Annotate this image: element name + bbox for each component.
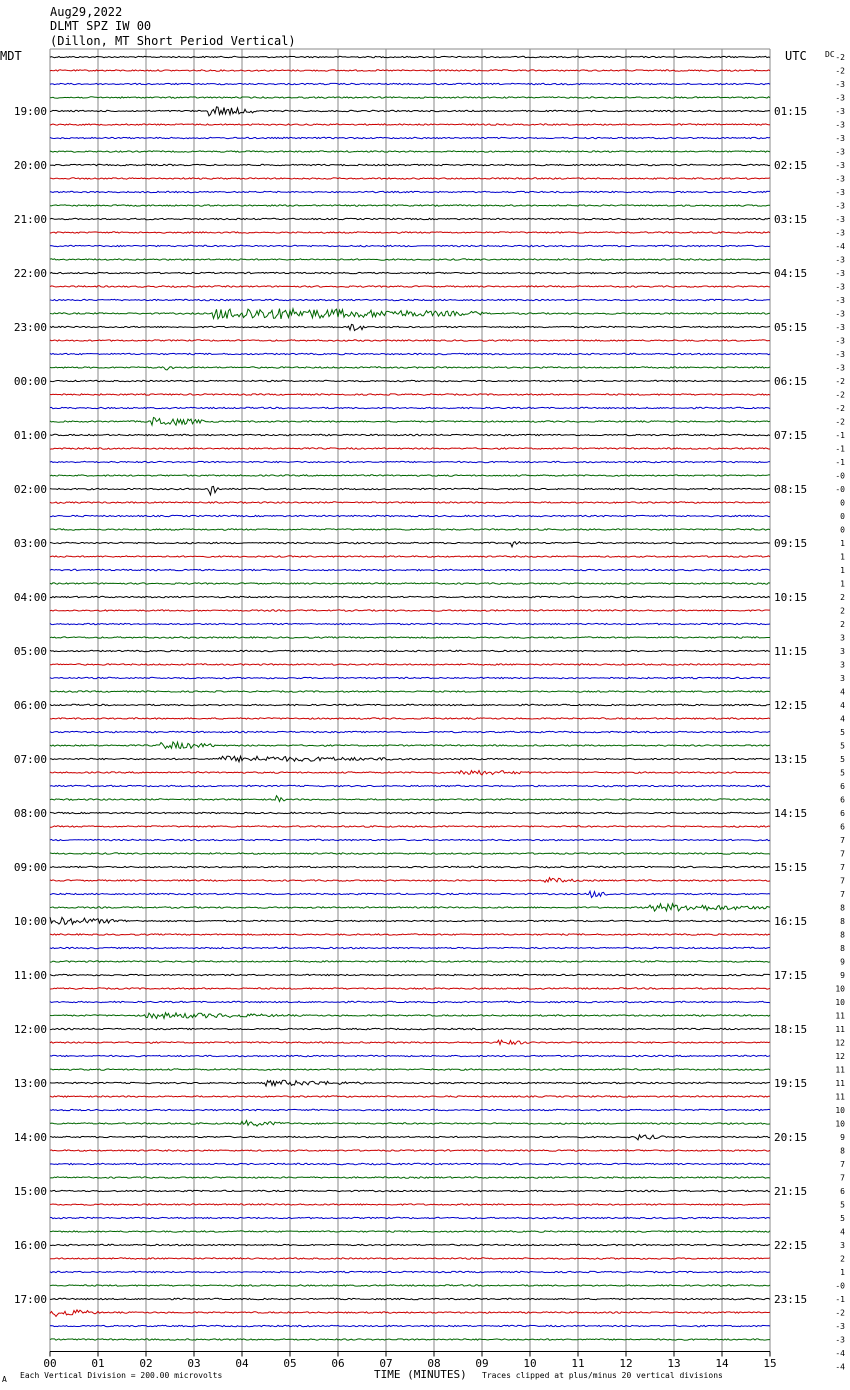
dc-offset-label: 11 <box>835 1092 845 1102</box>
trace-line <box>50 1177 770 1178</box>
dc-offset-label: -2 <box>835 390 845 400</box>
trace-line <box>50 205 770 206</box>
dc-offset-label: -0 <box>835 485 845 494</box>
trace-line <box>50 502 770 503</box>
x-tick-label: 05 <box>283 1357 297 1370</box>
dc-offset-label: 10 <box>835 998 845 1007</box>
trace-line <box>50 731 770 732</box>
dc-offset-label: -4 <box>835 242 845 251</box>
dc-offset-label: -3 <box>835 1322 845 1331</box>
trace-line <box>50 461 770 462</box>
trace-line <box>50 796 770 802</box>
trace-line <box>50 961 770 962</box>
dc-offset-label: 6 <box>840 809 845 818</box>
right-hour-label: 11:15 <box>774 645 808 658</box>
dc-offset-label: 4 <box>840 1227 845 1237</box>
dc-offset-label: -3 <box>835 107 845 116</box>
dc-offset-label: 1 <box>840 552 845 562</box>
dc-offset-label: 9 <box>840 1133 845 1142</box>
right-hour-label: 01:15 <box>774 105 808 118</box>
right-hour-label: 21:15 <box>774 1185 808 1198</box>
dc-offset-label: 1 <box>840 1268 845 1277</box>
trace-line <box>50 191 770 192</box>
dc-offset-label: 4 <box>840 687 845 697</box>
right-hour-label: 05:15 <box>774 321 808 334</box>
trace-line <box>50 596 770 597</box>
right-timezone-label: UTC <box>785 49 807 63</box>
x-tick-label: 03 <box>187 1357 201 1370</box>
dc-offset-label: 5 <box>840 1200 845 1210</box>
left-hour-label: 02:00 <box>13 483 47 496</box>
dc-offset-label: 7 <box>840 876 845 886</box>
left-hour-label: 17:00 <box>13 1293 47 1306</box>
dc-offset-label: 3 <box>840 660 845 670</box>
dc-offset-label: -0 <box>835 1281 845 1291</box>
dc-offset-label: 9 <box>840 957 845 967</box>
right-hour-label: 07:15 <box>774 429 808 442</box>
trace-line <box>50 556 770 557</box>
trace-line <box>50 542 770 547</box>
dc-offset-label: 10 <box>835 1106 845 1115</box>
right-hour-label: 19:15 <box>774 1077 808 1090</box>
trace-line <box>50 756 770 762</box>
right-hour-label: 14:15 <box>774 807 808 820</box>
trace-line <box>50 124 770 125</box>
dc-offset-label: 3 <box>840 647 845 656</box>
dc-offset-label: 5 <box>840 1214 845 1223</box>
dc-offset-label: 5 <box>840 768 845 778</box>
trace-line <box>50 1244 770 1245</box>
dc-offset-label: 1 <box>840 566 845 575</box>
vertical-division-note: Each Vertical Division = 200.00 microvolts <box>20 1371 223 1380</box>
trace-line <box>50 718 770 719</box>
dc-offset-label: 11 <box>835 1011 845 1021</box>
trace-line <box>50 340 770 341</box>
dc-offset-label: -1 <box>835 431 845 440</box>
right-hour-label: 15:15 <box>774 861 808 874</box>
trace-line <box>50 83 770 84</box>
dc-offset-label: 8 <box>840 903 845 913</box>
dc-offset-label: -2 <box>835 66 845 76</box>
trace-line <box>50 1069 770 1070</box>
left-hour-label: 06:00 <box>13 699 47 712</box>
trace-line <box>50 245 770 246</box>
trace-line <box>50 742 770 749</box>
right-hour-label: 04:15 <box>774 267 808 280</box>
trace-line <box>50 1204 770 1205</box>
corner-mark: A <box>2 1375 7 1384</box>
dc-offset-label: -3 <box>835 188 845 197</box>
trace-line <box>50 853 770 854</box>
dc-offset-label: -1 <box>835 444 845 454</box>
dc-offset-label: 7 <box>840 1160 845 1169</box>
dc-offset-label: 3 <box>840 633 845 643</box>
trace-line <box>50 380 770 381</box>
date-label: Aug29,2022 <box>50 5 123 19</box>
trace-line <box>50 704 770 705</box>
trace-line <box>50 1135 770 1140</box>
dc-offset-label: -4 <box>835 1362 845 1372</box>
trace-line <box>50 56 770 57</box>
dc-offset-label: 11 <box>835 1079 845 1088</box>
trace-line <box>50 1310 770 1317</box>
x-tick-label: 06 <box>331 1357 345 1370</box>
dc-offset-label: 6 <box>840 782 845 791</box>
dc-offset-label: -1 <box>835 1295 845 1304</box>
left-hour-label: 21:00 <box>13 213 47 226</box>
trace-line <box>50 178 770 179</box>
left-hour-label: 19:00 <box>13 105 47 118</box>
trace-line <box>50 691 770 692</box>
right-hour-label: 16:15 <box>774 915 808 928</box>
dc-offset-label: -3 <box>835 296 845 305</box>
dc-offset-label: 8 <box>840 944 845 953</box>
trace-line <box>50 826 770 827</box>
dc-offset-label: 7 <box>840 890 845 899</box>
trace-line <box>50 785 770 786</box>
dc-offset-label: 4 <box>840 701 845 710</box>
dc-offset-label: 5 <box>840 741 845 751</box>
dc-offset-label: 8 <box>840 1146 845 1156</box>
dc-offset-label: 1 <box>840 539 845 548</box>
dc-offset-label: 5 <box>840 728 845 737</box>
trace-line <box>50 107 770 116</box>
right-hour-label: 23:15 <box>774 1293 808 1306</box>
left-timezone-label: MDT <box>0 49 22 63</box>
dc-offset-label: -3 <box>835 215 845 224</box>
left-hour-label: 03:00 <box>13 537 47 550</box>
x-tick-label: 15 <box>763 1357 777 1370</box>
dc-offset-label: 8 <box>840 917 845 926</box>
left-hour-label: 09:00 <box>13 861 47 874</box>
dc-offset-label: -3 <box>835 80 845 89</box>
trace-line <box>50 286 770 287</box>
trace-line <box>50 1258 770 1259</box>
dc-offset-label: 9 <box>840 971 845 980</box>
dc-offset-label: 5 <box>840 755 845 764</box>
left-hour-label: 12:00 <box>13 1023 47 1036</box>
x-tick-label: 10 <box>523 1357 537 1370</box>
dc-offset-label: -2 <box>835 53 845 62</box>
trace-line <box>50 1109 770 1110</box>
trace-line <box>50 418 770 426</box>
right-hour-label: 06:15 <box>774 375 808 388</box>
right-hour-label: 09:15 <box>774 537 808 550</box>
dc-offset-label: 12 <box>835 1052 845 1061</box>
dc-offset-label: 7 <box>840 1173 845 1183</box>
right-hour-label: 10:15 <box>774 591 808 604</box>
x-tick-label: 13 <box>667 1357 681 1370</box>
dc-offset-label: -3 <box>835 201 845 211</box>
x-axis-title: TIME (MINUTES) <box>374 1368 467 1381</box>
left-hour-label: 16:00 <box>13 1239 47 1252</box>
trace-line <box>50 934 770 935</box>
trace-line <box>50 529 770 530</box>
dc-offset-label: -2 <box>835 1308 845 1318</box>
trace-line <box>50 812 770 813</box>
trace-line <box>50 434 770 435</box>
trace-line <box>50 448 770 449</box>
dc-offset-label: -3 <box>835 93 845 103</box>
trace-line <box>50 1080 770 1086</box>
left-hour-label: 08:00 <box>13 807 47 820</box>
left-hour-label: 00:00 <box>13 375 47 388</box>
x-tick-label: 07 <box>379 1357 393 1370</box>
dc-offset-label: -3 <box>835 161 845 170</box>
dc-offset-label: -3 <box>835 228 845 238</box>
dc-offset-label: 2 <box>840 593 845 602</box>
dc-offset-label: -3 <box>835 363 845 373</box>
right-hour-label: 22:15 <box>774 1239 808 1252</box>
trace-line <box>50 515 770 516</box>
trace-line <box>50 1150 770 1151</box>
trace-line <box>50 70 770 71</box>
dc-offset-label: -2 <box>835 417 845 427</box>
trace-line <box>50 232 770 233</box>
x-tick-label: 09 <box>475 1357 489 1370</box>
dc-offset-label: -3 <box>835 1335 845 1345</box>
trace-line <box>50 866 770 867</box>
dc-offset-label: 6 <box>840 822 845 832</box>
dc-offset-label: 2 <box>840 606 845 616</box>
trace-line <box>50 97 770 98</box>
trace-line <box>50 988 770 989</box>
dc-offset-label: -3 <box>835 350 845 359</box>
dc-offset-label: 0 <box>840 498 845 508</box>
left-hour-label: 13:00 <box>13 1077 47 1090</box>
trace-line <box>50 259 770 260</box>
dc-offset-label: 11 <box>835 1065 845 1075</box>
trace-line <box>50 218 770 219</box>
left-hour-label: 15:00 <box>13 1185 47 1198</box>
trace-line <box>50 1163 770 1164</box>
x-tick-label: 12 <box>619 1357 633 1370</box>
trace-line <box>50 1121 770 1127</box>
trace-line <box>50 164 770 165</box>
trace-line <box>50 1190 770 1191</box>
dc-offset-label: 2 <box>840 620 845 629</box>
trace-line <box>50 309 770 319</box>
dc-offset-label: 7 <box>840 849 845 859</box>
trace-line <box>50 947 770 948</box>
dc-offset-label: 7 <box>840 836 845 845</box>
trace-line <box>50 1013 770 1019</box>
trace-line <box>50 1028 770 1029</box>
trace-line <box>50 1325 770 1326</box>
trace-line <box>50 1298 770 1299</box>
trace-line <box>50 394 770 395</box>
left-hour-label: 10:00 <box>13 915 47 928</box>
right-hour-label: 02:15 <box>774 159 808 172</box>
dc-offset-label: -2 <box>835 377 845 386</box>
trace-line <box>50 917 770 924</box>
dc-offset-label: -3 <box>835 174 845 184</box>
x-tick-label: 08 <box>427 1357 441 1370</box>
dc-offset-label: 8 <box>840 930 845 940</box>
dc-offset-label: -3 <box>835 269 845 278</box>
dc-offset-label: 7 <box>840 863 845 872</box>
dc-offset-label: 0 <box>840 525 845 535</box>
x-tick-label: 14 <box>715 1357 729 1370</box>
trace-line <box>50 610 770 611</box>
dc-offset-label: -3 <box>835 323 845 332</box>
trace-line <box>50 878 770 883</box>
x-tick-label: 02 <box>139 1357 153 1370</box>
trace-line <box>50 1285 770 1286</box>
left-hour-label: 20:00 <box>13 159 47 172</box>
left-hour-label: 11:00 <box>13 969 47 982</box>
clipping-note: Traces clipped at plus/minus 20 vertical divisions <box>482 1371 723 1380</box>
trace-line <box>50 664 770 665</box>
right-hour-label: 20:15 <box>774 1131 808 1144</box>
dc-offset-label: -3 <box>835 147 845 157</box>
station-description: (Dillon, MT Short Period Vertical) <box>50 34 296 48</box>
x-tick-label: 00 <box>43 1357 57 1370</box>
trace-line <box>50 904 770 911</box>
trace-line <box>50 1271 770 1272</box>
left-hour-label: 22:00 <box>13 267 47 280</box>
dc-offset-label: 3 <box>840 1241 845 1250</box>
dc-offset-label: -3 <box>835 336 845 346</box>
dc-offset-label: 10 <box>835 1119 845 1129</box>
dc-offset-label: -3 <box>835 282 845 292</box>
trace-line <box>50 272 770 273</box>
dc-offset-label: -3 <box>835 255 845 265</box>
trace-line <box>50 1231 770 1232</box>
left-hour-label: 05:00 <box>13 645 47 658</box>
trace-line <box>50 137 770 138</box>
trace-line <box>50 891 770 897</box>
right-hour-label: 17:15 <box>774 969 808 982</box>
trace-line <box>50 324 770 330</box>
dc-offset-label: 10 <box>835 984 845 994</box>
trace-line <box>50 1217 770 1218</box>
left-hour-label: 01:00 <box>13 429 47 442</box>
trace-line <box>50 486 770 495</box>
trace-line <box>50 353 770 354</box>
trace-line <box>50 637 770 638</box>
dc-offset-label: 3 <box>840 674 845 683</box>
trace-line <box>50 583 770 584</box>
right-hour-label: 12:15 <box>774 699 808 712</box>
trace-line <box>50 475 770 476</box>
dc-offset-label: 6 <box>840 1187 845 1196</box>
dc-offset-label: -0 <box>835 471 845 481</box>
dc-offset-label: -3 <box>835 309 845 319</box>
right-hour-label: 08:15 <box>774 483 808 496</box>
trace-line <box>50 299 770 300</box>
left-hour-label: 23:00 <box>13 321 47 334</box>
left-hour-label: 07:00 <box>13 753 47 766</box>
left-hour-label: 14:00 <box>13 1131 47 1144</box>
trace-line <box>50 771 770 776</box>
trace-line <box>50 151 770 152</box>
dc-offset-label: -3 <box>835 120 845 130</box>
trace-line <box>50 623 770 624</box>
dc-offset-label: -2 <box>835 404 845 413</box>
trace-line <box>50 677 770 678</box>
x-tick-label: 04 <box>235 1357 249 1370</box>
trace-line <box>50 1096 770 1097</box>
dc-offset-label: 0 <box>840 512 845 521</box>
dc-offset-label: 2 <box>840 1254 845 1264</box>
trace-line <box>50 974 770 975</box>
trace-line <box>50 650 770 651</box>
right-hour-label: 18:15 <box>774 1023 808 1036</box>
trace-line <box>50 569 770 570</box>
dc-offset-label: -4 <box>835 1349 845 1358</box>
trace-line <box>50 839 770 840</box>
dc-offset-label: 12 <box>835 1038 845 1048</box>
trace-line <box>50 1001 770 1002</box>
right-hour-label: 03:15 <box>774 213 808 226</box>
trace-line <box>50 1040 770 1044</box>
dc-offset-label: -1 <box>835 458 845 467</box>
trace-line <box>50 1339 770 1340</box>
dc-offset-label: 4 <box>840 714 845 724</box>
right-hour-label: 13:15 <box>774 753 808 766</box>
trace-line <box>50 367 770 370</box>
left-hour-label: 04:00 <box>13 591 47 604</box>
dc-offset-label: 6 <box>840 795 845 805</box>
station-label: DLMT SPZ IW 00 <box>50 19 152 33</box>
dc-offset-label: 11 <box>835 1025 845 1034</box>
trace-line <box>50 1055 770 1056</box>
dc-header-label: DC <box>825 50 835 59</box>
dc-offset-label: 1 <box>840 579 845 589</box>
dc-offset-label: -3 <box>835 134 845 143</box>
x-tick-label: 11 <box>571 1357 585 1370</box>
x-tick-label: 01 <box>91 1357 105 1370</box>
trace-line <box>50 407 770 408</box>
